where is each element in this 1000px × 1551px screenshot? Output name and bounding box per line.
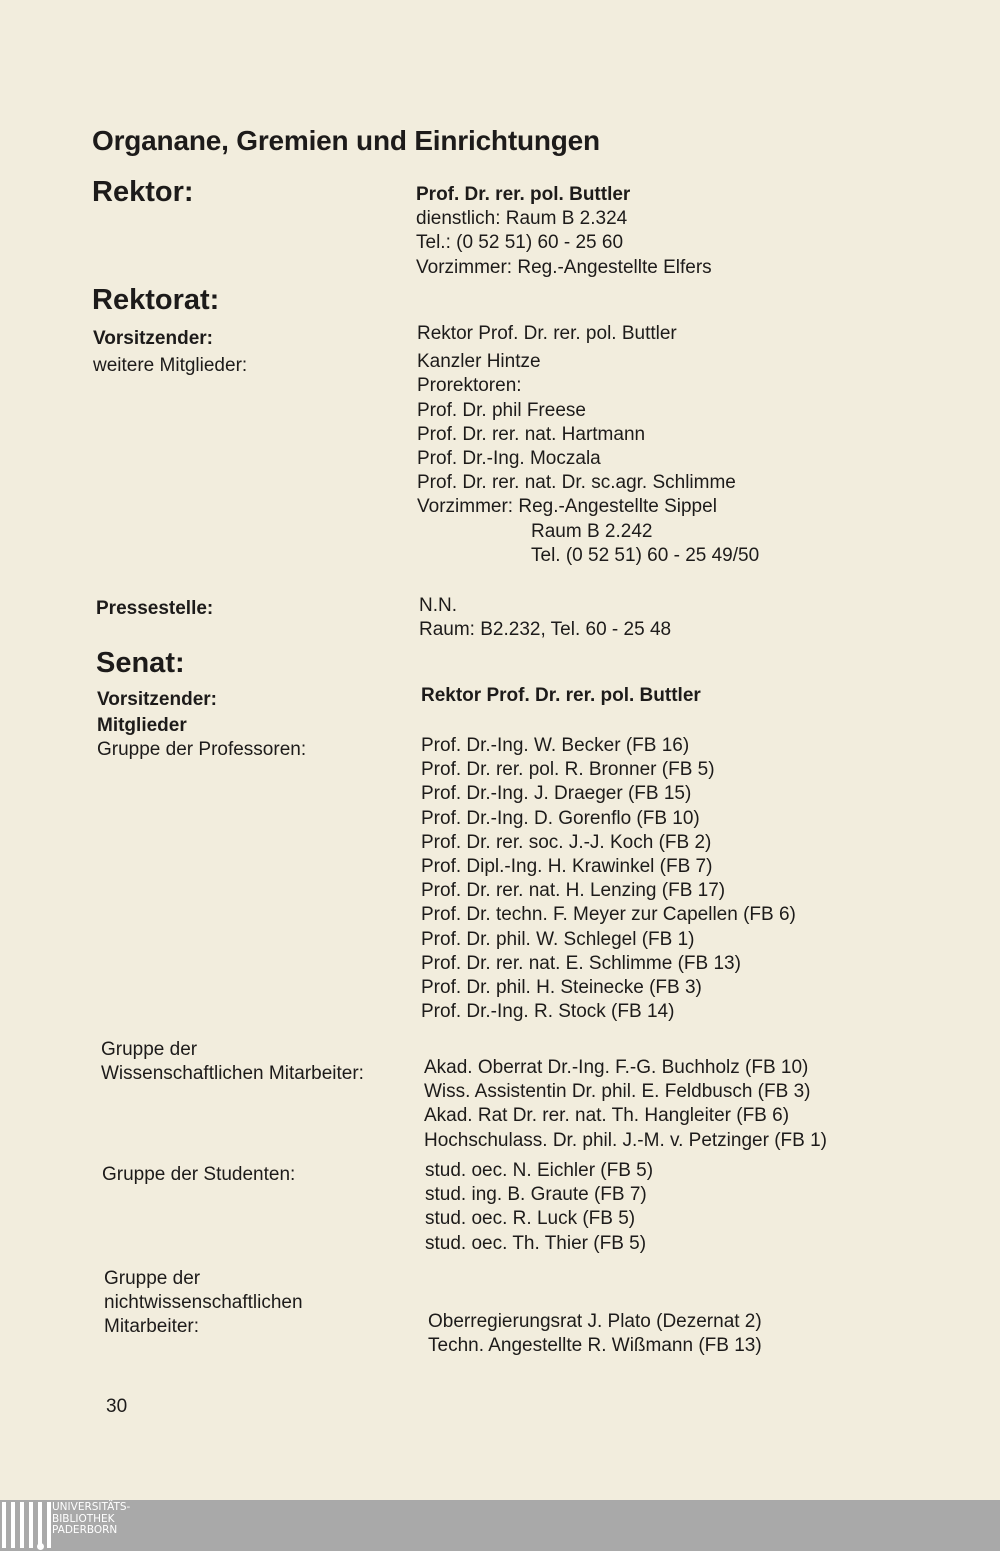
library-logo-text: UNIVERSITÄTS- BIBLIOTHEK PADERBORN (52, 1501, 131, 1536)
list-item: Prof. Dr. rer. nat. E. Schlimme (FB 13) (421, 952, 741, 974)
list-item: stud. oec. Th. Thier (FB 5) (425, 1232, 647, 1254)
students-group-label: Gruppe der Studenten: (102, 1164, 296, 1185)
list-item: Prof. Dr. rer. nat. Dr. sc.agr. Schlimme (417, 472, 736, 494)
list-item: Techn. Angestellte R. Wißmann (FB 13) (428, 1335, 762, 1357)
list-item: stud. ing. B. Graute (FB 7) (425, 1184, 647, 1206)
list-item: Prof. Dr.-Ing. D. Gorenflo (FB 10) (421, 807, 700, 829)
list-item: Tel. (0 52 51) 60 - 25 49/50 (531, 544, 760, 566)
rektor-heading: Rektor: (92, 176, 194, 208)
press-office-label: Pressestelle: (96, 598, 214, 619)
page-title: Organane, Gremien und Einrichtungen (92, 125, 600, 156)
rektorat-members-label: weitere Mitglieder: (93, 355, 248, 376)
list-item: stud. oec. N. Eichler (FB 5) (425, 1160, 654, 1181)
list-item: Kanzler Hintze (417, 351, 541, 373)
nonacademic-staff-list (428, 1310, 762, 1358)
list-item: stud. oec. R. Luck (FB 5) (425, 1208, 636, 1230)
list-item: Akad. Oberrat Dr.-Ing. F.-G. Buchholz (FB 10) (424, 1057, 809, 1078)
list-item: Prorektoren: (417, 375, 522, 397)
list-item: Prof. Dr. phil. H. Steinecke (FB 3) (421, 977, 702, 999)
list-item: Wiss. Assistentin Dr. phil. E. Feldbusch (FB 3) (424, 1081, 811, 1103)
page-number: 30 (106, 1396, 128, 1417)
senat-heading: Senat: (96, 647, 185, 679)
students-list (425, 1159, 653, 1256)
list-item: Rektor Prof. Dr. rer. pol. Buttler (417, 323, 677, 344)
rektor-info (416, 183, 712, 280)
list-item: N.N. (419, 595, 457, 616)
list-item: Prof. Dr. rer. nat. H. Lenzing (FB 17) (421, 880, 726, 902)
list-item: Prof. Dr. rer. soc. J.-J. Koch (FB 2) (421, 831, 712, 853)
rektor-room: dienstlich: Raum B 2.324 (416, 208, 628, 230)
professors-group-label: Gruppe der Professoren: (97, 739, 307, 760)
rektor-name: Prof. Dr. rer. pol. Buttler (416, 184, 631, 205)
list-item: Hochschulass. Dr. phil. J.-M. v. Petzinger (FB 1) (424, 1129, 827, 1151)
library-logo-icon (2, 1502, 51, 1548)
rektorat-chair-label: Vorsitzender: (93, 328, 214, 349)
logo-dot-icon (37, 1543, 44, 1550)
list-item: Prof. Dr. rer. pol. R. Bronner (FB 5) (421, 759, 715, 781)
list-item: Prof. Dr. phil Freese (417, 399, 586, 421)
list-item: Prof. Dr.-Ing. J. Draeger (FB 15) (421, 783, 692, 805)
list-item: Prof. Dipl.-Ing. H. Krawinkel (FB 7) (421, 856, 713, 878)
list-item: Prof. Dr. phil. W. Schlegel (FB 1) (421, 928, 695, 950)
rektor-anteroom: Vorzimmer: Reg.-Angestellte Elfers (416, 256, 712, 278)
press-office-info (419, 594, 671, 642)
list-item: Vorzimmer: Reg.-Angestellte Sippel (417, 496, 717, 518)
list-item: Oberregierungsrat J. Plato (Dezernat 2) (428, 1311, 762, 1332)
list-item: Raum B 2.242 (531, 520, 653, 542)
rektor-phone: Tel.: (0 52 51) 60 - 25 60 (416, 232, 624, 254)
list-item: Akad. Rat Dr. rer. nat. Th. Hangleiter (FB 6) (424, 1105, 790, 1127)
rektorat-members-list (417, 322, 759, 568)
list-item: Prof. Dr. techn. F. Meyer zur Capellen (FB 6) (421, 904, 796, 926)
senat-members-label: Mitglieder (97, 715, 187, 736)
research-staff-list (424, 1056, 827, 1153)
list-item: Prof. Dr. rer. nat. Hartmann (417, 423, 646, 445)
library-footer-bar (0, 1500, 1000, 1551)
research-staff-group-label: Gruppe der Wissenschaftlichen Mitarbeiter: (101, 1039, 364, 1084)
list-item: Raum: B2.232, Tel. 60 - 25 48 (419, 619, 672, 641)
rektorat-heading: Rektorat: (92, 284, 220, 316)
nonacademic-staff-group-label: Gruppe der nichtwissenschaftlichen Mitarbeiter: (104, 1268, 303, 1337)
professors-list (421, 734, 796, 1024)
list-item: Prof. Dr.-Ing. W. Becker (FB 16) (421, 735, 690, 756)
senat-chair-label: Vorsitzender: (97, 689, 218, 710)
list-item: Prof. Dr.-Ing. Moczala (417, 448, 601, 470)
senat-chair-value: Rektor Prof. Dr. rer. pol. Buttler (421, 685, 701, 706)
list-item: Prof. Dr.-Ing. R. Stock (FB 14) (421, 1001, 675, 1023)
